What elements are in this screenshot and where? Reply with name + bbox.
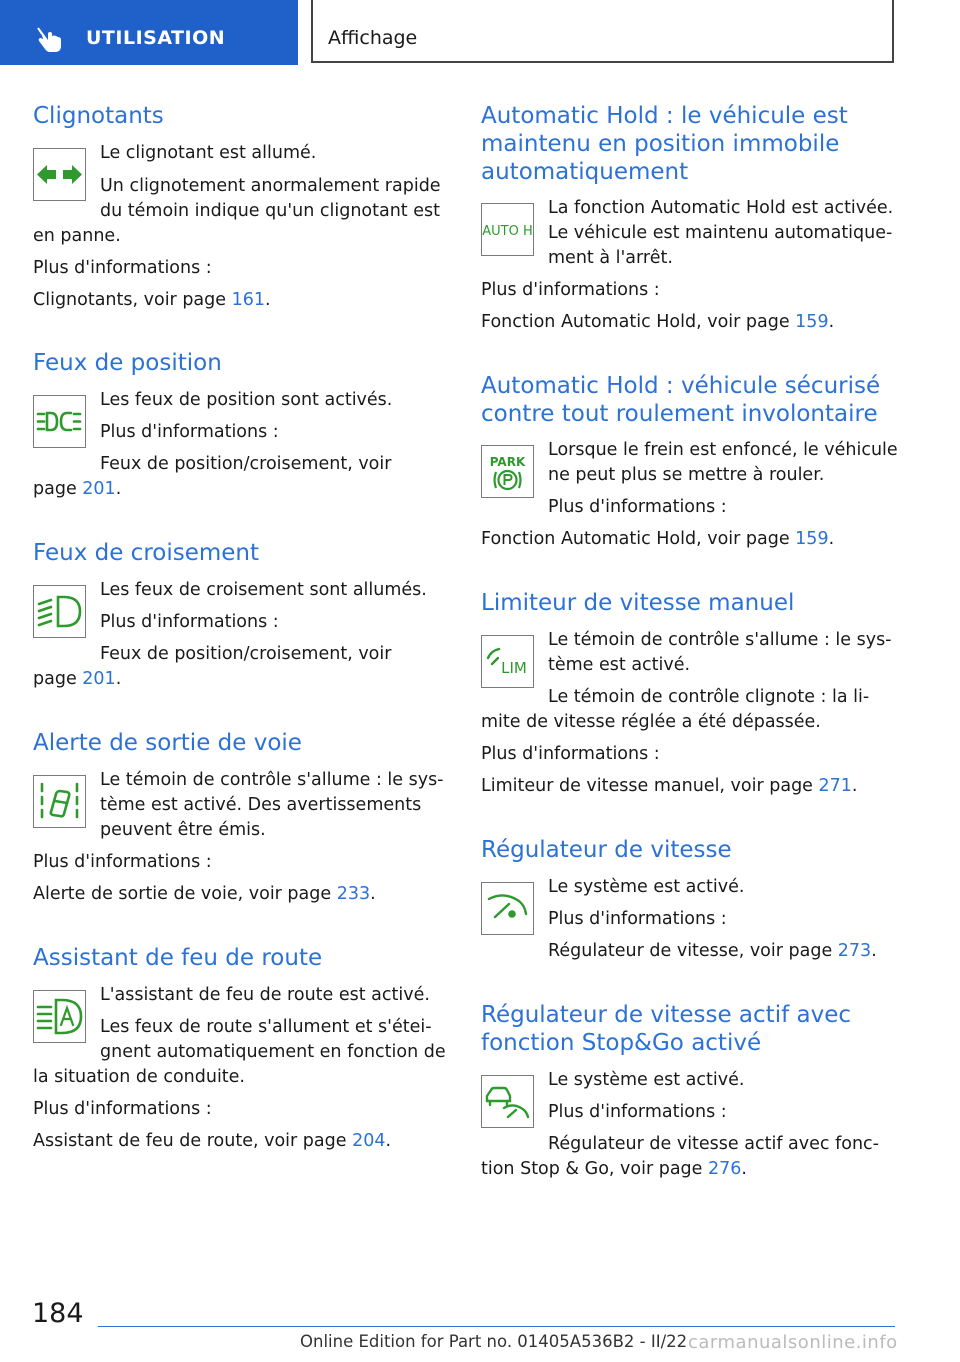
turn-signal-icon bbox=[33, 148, 86, 201]
section-title bbox=[481, 1001, 901, 1057]
page-number: 184 bbox=[32, 1298, 84, 1329]
paragraph: Un clignotement anormalement rapide bbox=[100, 176, 441, 196]
speed-limiter-icon bbox=[481, 635, 534, 688]
paragraph: ment à l'arrêt. bbox=[548, 248, 673, 268]
section-title bbox=[481, 102, 901, 186]
active-cruise-control-icon bbox=[481, 1075, 534, 1128]
icon-text: PARK bbox=[489, 455, 526, 469]
paragraph: Fonction Automatic Hold, voir page 159. bbox=[481, 312, 835, 332]
auto-hold-icon bbox=[481, 203, 534, 256]
text: Assistant de feu de route, voir page bbox=[33, 1131, 353, 1151]
watermark: carmanualsonline.info bbox=[688, 1332, 898, 1353]
footer-edition: Online Edition for Part no. 01405A536B2 - II/22 bbox=[300, 1332, 688, 1351]
paragraph: Alerte de sortie de voie, voir page 233. bbox=[33, 884, 376, 904]
paragraph: Lorsque le frein est enfoncé, le véhicule bbox=[548, 440, 898, 460]
paragraph: la situation de conduite. bbox=[33, 1067, 245, 1087]
section-parking-lights bbox=[33, 349, 453, 499]
paragraph: Feux de position/croisement, voir bbox=[100, 644, 392, 664]
page-link[interactable]: 161 bbox=[231, 290, 265, 310]
paragraph: Plus d'informations : bbox=[481, 744, 660, 764]
icon-text: AUTO H bbox=[482, 224, 533, 239]
text: page bbox=[33, 479, 83, 499]
paragraph: page 201. bbox=[33, 669, 122, 689]
section-title bbox=[481, 372, 901, 428]
text: Régulateur de vitesse, voir page bbox=[548, 941, 838, 961]
section-title: Régulateur de vitesse bbox=[481, 837, 732, 863]
paragraph: Fonction Automatic Hold, voir page 159. bbox=[481, 529, 835, 549]
paragraph: Le témoin de contrôle s'allume : le sys- bbox=[548, 630, 892, 650]
title-line: fonction Stop&Go activé bbox=[481, 1030, 762, 1056]
paragraph: ne peut plus se mettre à rouler. bbox=[548, 465, 825, 485]
title-line: Régulateur de vitesse actif avec bbox=[481, 1002, 851, 1028]
paragraph: Régulateur de vitesse actif avec fonc- bbox=[548, 1134, 879, 1154]
page-link[interactable]: 233 bbox=[336, 884, 371, 904]
paragraph: Plus d'informations : bbox=[33, 852, 212, 872]
paragraph: gnent automatiquement en fonction de bbox=[100, 1042, 446, 1062]
park-brake-icon bbox=[481, 445, 534, 498]
paragraph: Plus d'informations : bbox=[33, 1099, 212, 1119]
footer-divider bbox=[98, 1326, 895, 1327]
text: Limiteur de vitesse manuel, voir page bbox=[481, 776, 819, 796]
section-title: Alerte de sortie de voie bbox=[33, 730, 302, 756]
page-link[interactable]: 159 bbox=[795, 529, 829, 549]
section-low-beam bbox=[33, 539, 453, 689]
paragraph: du témoin indique qu'un clignotant est bbox=[100, 201, 440, 221]
cruise-control-icon bbox=[481, 882, 534, 935]
paragraph: Les feux de position sont activés. bbox=[100, 390, 393, 410]
high-beam-assistant-icon bbox=[33, 990, 86, 1043]
paragraph: Plus d'informations : bbox=[548, 1102, 727, 1122]
paragraph: Régulateur de vitesse, voir page 273. bbox=[548, 941, 877, 961]
hand-pointer-icon bbox=[36, 26, 66, 54]
title-line: maintenu en position immobile bbox=[481, 131, 840, 157]
section-title: Limiteur de vitesse manuel bbox=[481, 590, 795, 616]
paragraph: tème est activé. Des avertissements bbox=[100, 795, 422, 815]
paragraph: Feux de position/croisement, voir bbox=[100, 454, 392, 474]
paragraph: Le témoin de contrôle s'allume : le sys- bbox=[100, 770, 444, 790]
paragraph: tion Stop & Go, voir page 276. bbox=[481, 1159, 747, 1179]
section-lane-departure bbox=[33, 729, 453, 904]
page-link[interactable]: 204 bbox=[352, 1131, 386, 1151]
text: Fonction Automatic Hold, voir page bbox=[481, 312, 796, 332]
section-title: Clignotants bbox=[33, 103, 164, 129]
section-automatic-hold-park bbox=[481, 372, 901, 549]
paragraph: mite de vitesse réglée a été dépassée. bbox=[481, 712, 821, 732]
low-beam-icon bbox=[33, 585, 86, 638]
section-label: UTILISATION bbox=[86, 27, 226, 49]
section-title: Feux de position bbox=[33, 350, 222, 376]
section-tab[interactable] bbox=[0, 0, 298, 65]
paragraph: Clignotants, voir page 161. bbox=[33, 290, 271, 310]
title-line: Automatic Hold : le véhicule est bbox=[481, 103, 848, 129]
parking-lights-icon bbox=[33, 395, 86, 448]
paragraph: Assistant de feu de route, voir page 204. bbox=[33, 1131, 392, 1151]
paragraph: Le clignotant est allumé. bbox=[100, 143, 317, 163]
paragraph: Plus d'informations : bbox=[100, 612, 279, 632]
paragraph: Plus d'informations : bbox=[548, 909, 727, 929]
paragraph: Le système est activé. bbox=[548, 877, 745, 897]
paragraph: La fonction Automatic Hold est activée. bbox=[548, 198, 894, 218]
text: Alerte de sortie de voie, voir page bbox=[33, 884, 337, 904]
paragraph: L'assistant de feu de route est activé. bbox=[100, 985, 430, 1005]
title-line: automatiquement bbox=[481, 159, 689, 185]
page-link[interactable]: 201 bbox=[82, 669, 116, 689]
section-title: Feux de croisement bbox=[33, 540, 260, 566]
text: Fonction Automatic Hold, voir page bbox=[481, 529, 796, 549]
text: Clignotants, voir page bbox=[33, 290, 232, 310]
lane-departure-icon bbox=[33, 775, 86, 828]
section-cruise-control bbox=[481, 836, 901, 961]
paragraph: Plus d'informations : bbox=[100, 422, 279, 442]
section-speed-limiter bbox=[481, 589, 901, 796]
paragraph: Le système est activé. bbox=[548, 1070, 745, 1090]
paragraph: en panne. bbox=[33, 226, 121, 246]
paragraph: Les feux de croisement sont allumés. bbox=[100, 580, 427, 600]
paragraph: Les feux de route s'allument et s'étei- bbox=[100, 1017, 432, 1037]
section-active-cruise-control bbox=[481, 1001, 901, 1179]
title-line: Automatic Hold : véhicule sécurisé bbox=[481, 373, 881, 399]
section-high-beam-assistant bbox=[33, 944, 453, 1151]
text: page bbox=[33, 669, 83, 689]
section-turn-signals bbox=[33, 102, 453, 310]
paragraph: peuvent être émis. bbox=[100, 820, 266, 840]
paragraph: Limiteur de vitesse manuel, voir page 271. bbox=[481, 776, 858, 796]
page-link[interactable]: 273 bbox=[837, 941, 872, 961]
text: tion Stop & Go, voir page bbox=[481, 1159, 708, 1179]
title-line: contre tout roulement involontaire bbox=[481, 401, 878, 427]
icon-text: LIM bbox=[501, 659, 527, 677]
page-link[interactable]: 276 bbox=[708, 1159, 742, 1179]
section-title: Assistant de feu de route bbox=[33, 945, 323, 971]
page-link[interactable]: 271 bbox=[818, 776, 852, 796]
paragraph: Plus d'informations : bbox=[548, 497, 727, 517]
paragraph: Le véhicule est maintenu automatique- bbox=[548, 223, 893, 243]
paragraph: page 201. bbox=[33, 479, 122, 499]
page-link[interactable]: 201 bbox=[82, 479, 116, 499]
page-link[interactable]: 159 bbox=[795, 312, 829, 332]
page-tab bbox=[311, 0, 894, 63]
paragraph: tème est activé. bbox=[548, 655, 691, 675]
page-header bbox=[0, 0, 960, 66]
paragraph: Le témoin de contrôle clignote : la li- bbox=[548, 687, 870, 707]
section-automatic-hold bbox=[481, 102, 901, 332]
paragraph: Plus d'informations : bbox=[33, 258, 212, 278]
page-label: Affichage bbox=[328, 27, 418, 49]
paragraph: Plus d'informations : bbox=[481, 280, 660, 300]
